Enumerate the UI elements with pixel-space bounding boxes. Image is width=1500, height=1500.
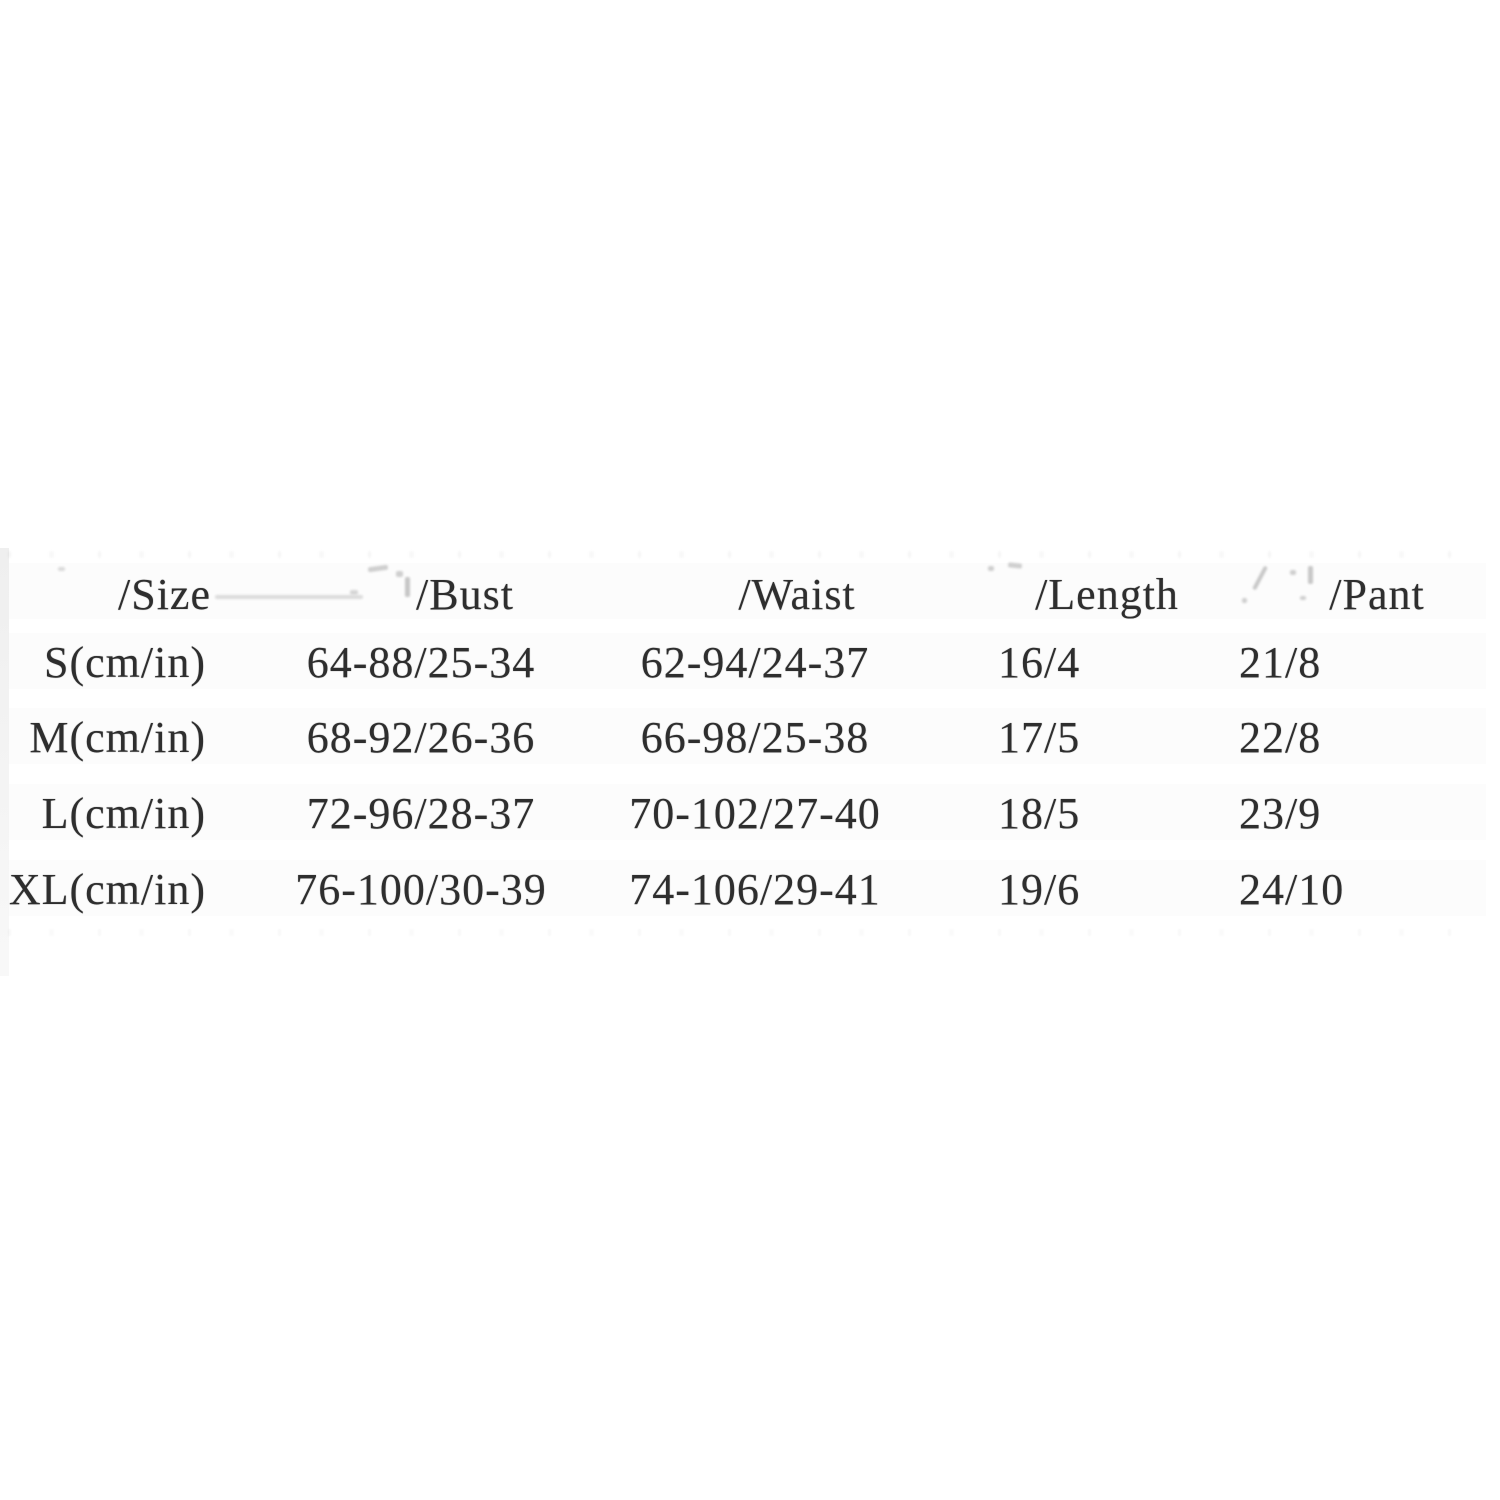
- cell-l-pant: 23/9: [1239, 789, 1322, 838]
- faded-text-artifact: [1300, 596, 1306, 600]
- faded-text-artifact: [1290, 570, 1296, 575]
- speckle-strip-top: [8, 551, 1488, 558]
- faded-text-artifact: [350, 590, 358, 595]
- faded-text-artifact: [58, 567, 65, 571]
- column-header-size: /Size: [118, 570, 211, 619]
- cell-xl-pant: 24/10: [1239, 865, 1345, 914]
- left-edge-artifact: [0, 548, 9, 976]
- cell-s-waist: 62-94/24-37: [640, 638, 870, 687]
- column-header-bust: /Bust: [416, 570, 514, 619]
- column-header-waist: /Waist: [738, 570, 856, 619]
- cell-s-bust: 64-88/25-34: [306, 638, 536, 687]
- cell-m-size: M(cm/in): [29, 713, 206, 762]
- cell-m-bust: 68-92/26-36: [306, 713, 536, 762]
- cell-m-waist: 66-98/25-38: [640, 713, 870, 762]
- faded-text-artifact: [405, 577, 410, 597]
- column-header-pant: /Pant: [1329, 570, 1425, 619]
- cell-xl-size: XL(cm/in): [8, 865, 206, 914]
- cell-xl-waist: 74-106/29-41: [629, 865, 881, 914]
- cell-l-size: L(cm/in): [41, 789, 206, 838]
- cell-s-size: S(cm/in): [44, 638, 206, 687]
- faded-text-artifact: [396, 571, 403, 577]
- cell-l-length: 18/5: [998, 789, 1081, 838]
- cell-s-pant: 21/8: [1239, 638, 1322, 687]
- faded-text-artifact: [988, 566, 994, 571]
- faded-text-artifact: [215, 595, 363, 599]
- cell-xl-bust: 76-100/30-39: [295, 865, 547, 914]
- cell-m-pant: 22/8: [1239, 713, 1322, 762]
- cell-m-length: 17/5: [998, 713, 1081, 762]
- speckle-strip-bottom: [8, 929, 1488, 936]
- cell-xl-length: 19/6: [998, 865, 1081, 914]
- cell-l-bust: 72-96/28-37: [306, 789, 536, 838]
- cell-l-waist: 70-102/27-40: [629, 789, 881, 838]
- cell-s-length: 16/4: [998, 638, 1081, 687]
- faded-text-artifact: [1308, 566, 1313, 584]
- faded-text-artifact: [1242, 598, 1247, 603]
- column-header-length: /Length: [1035, 570, 1179, 619]
